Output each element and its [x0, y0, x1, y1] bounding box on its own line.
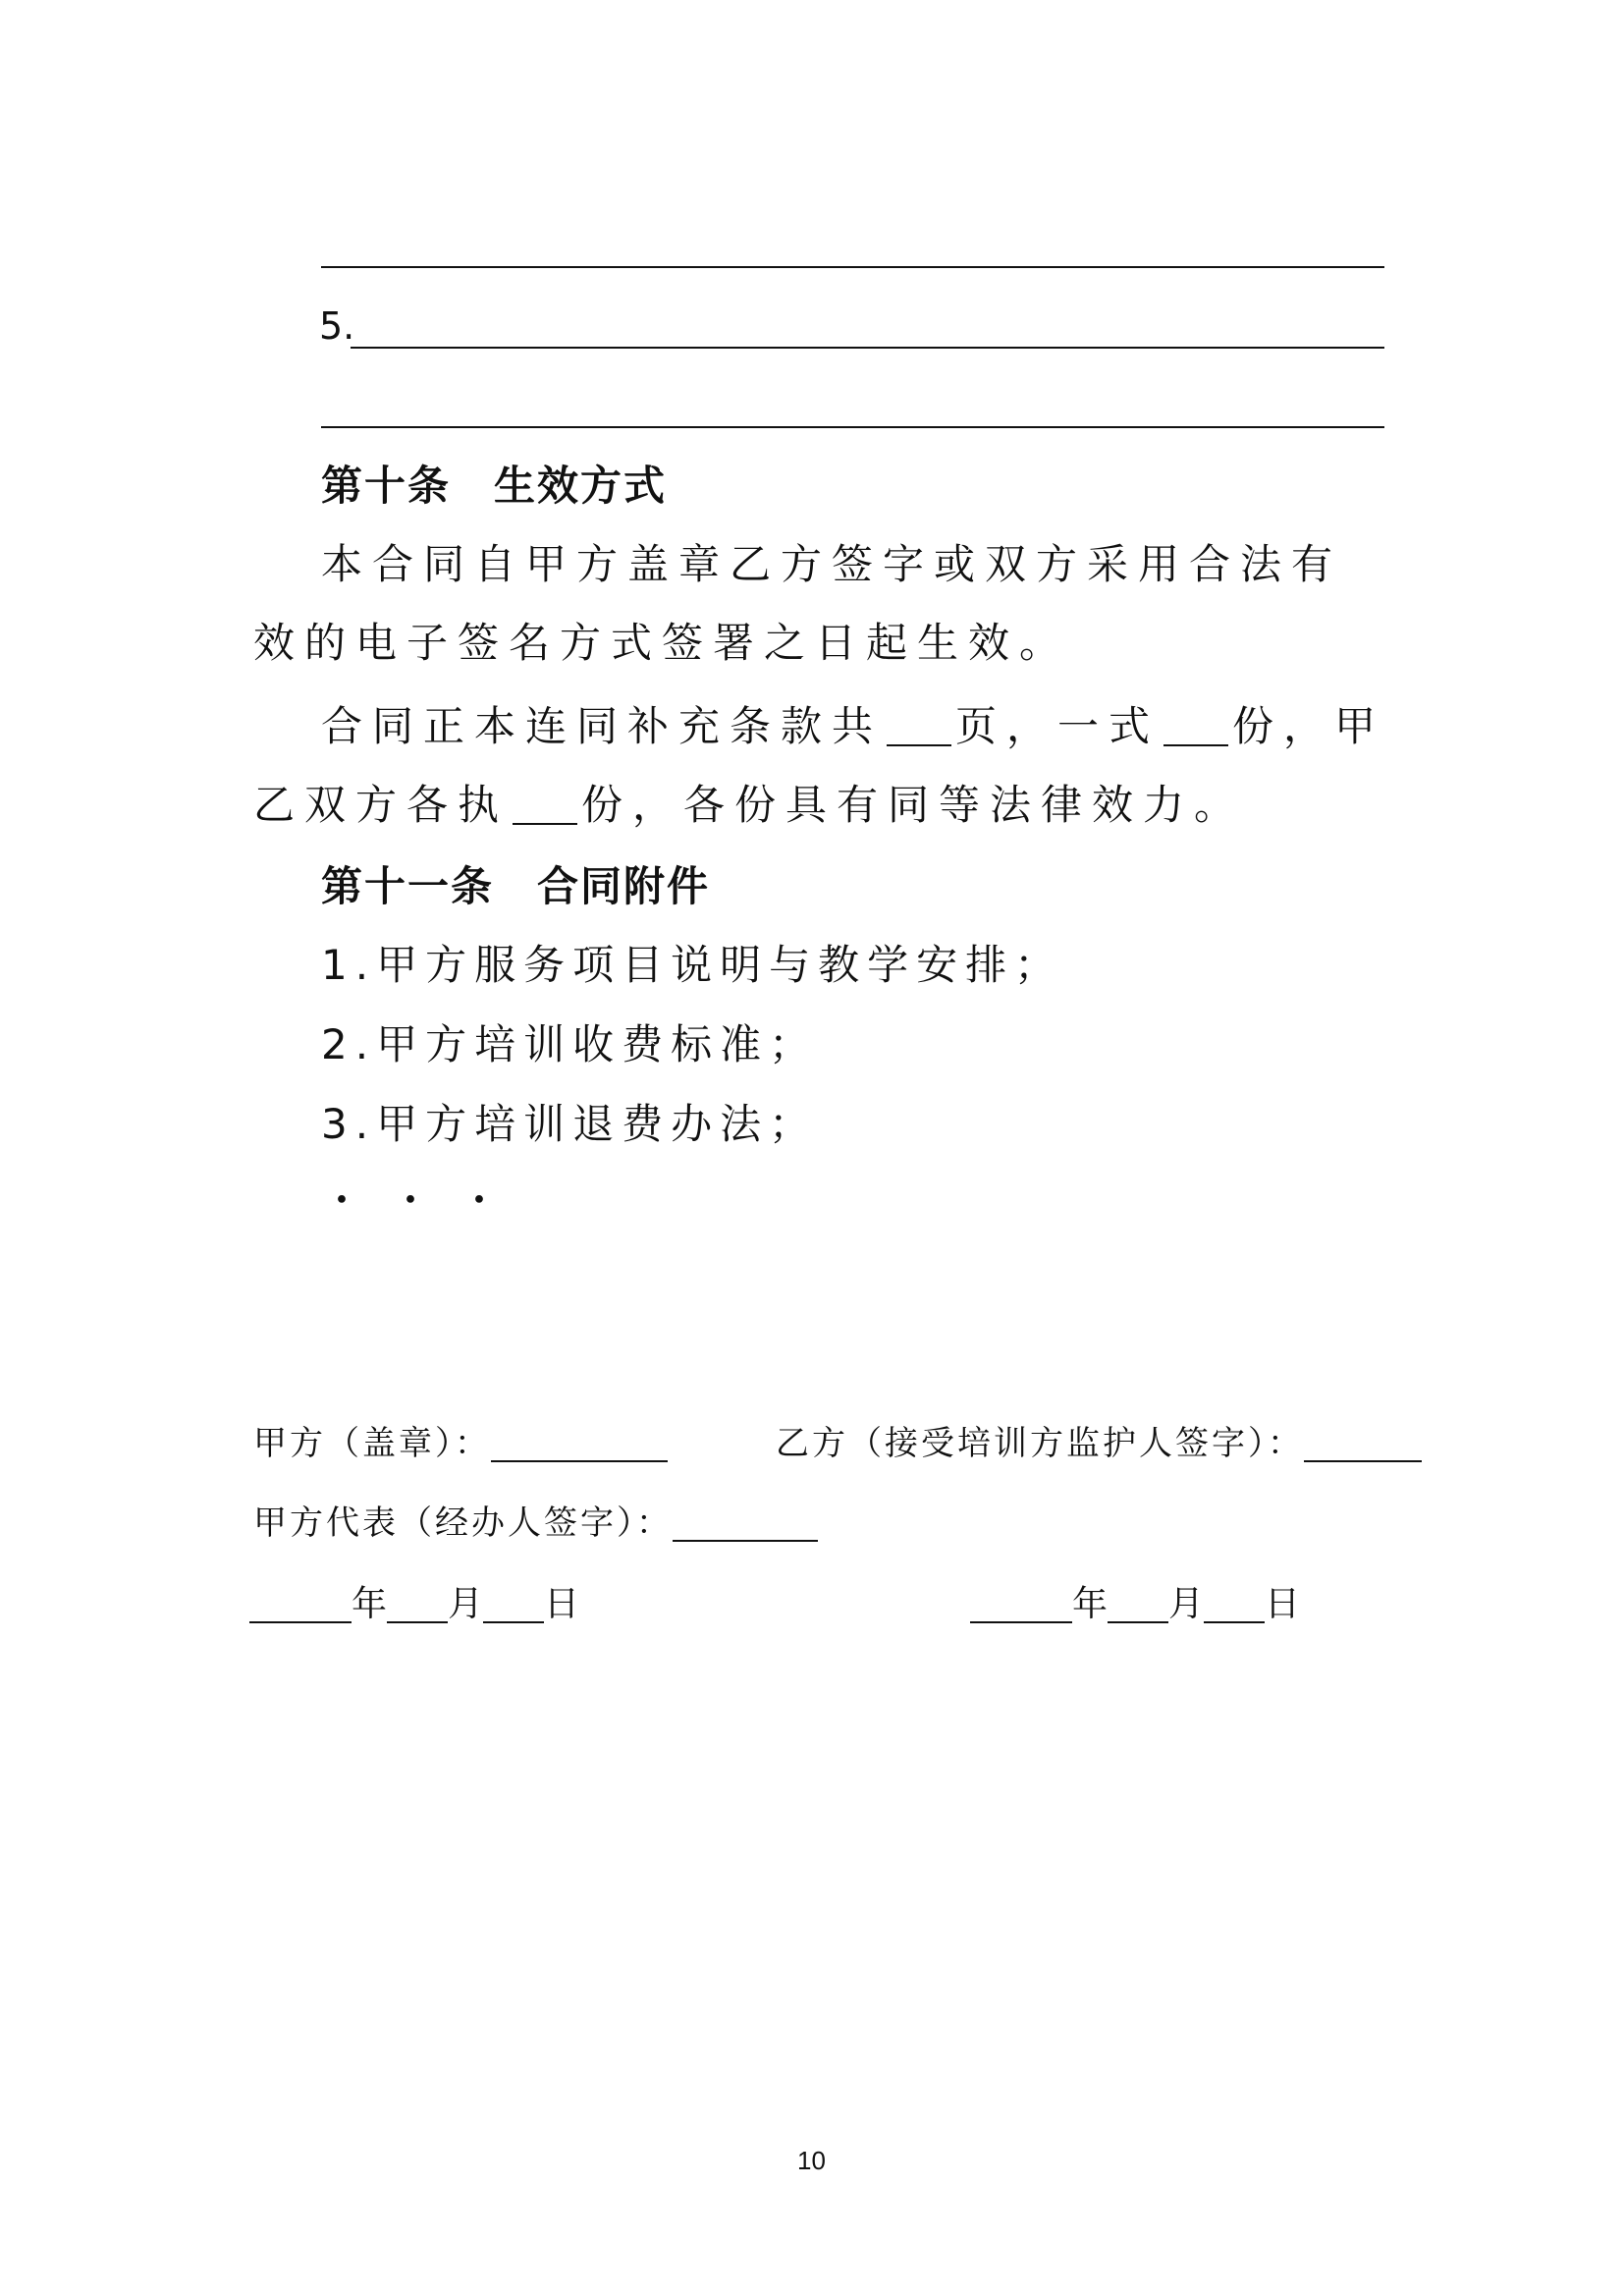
- party-a-seal-blank: [491, 1460, 668, 1462]
- party-b-sign-row: [776, 1422, 1422, 1465]
- blank-line-1: [321, 266, 1384, 268]
- party-a-seal-row: [253, 1422, 668, 1465]
- blank-line-2: [321, 426, 1384, 428]
- party-a-rep-label: 甲方代表（经办人签字）：: [253, 1503, 673, 1543]
- blank-line-item-5: [351, 347, 1384, 349]
- attachment-item-2: 2.甲方培训收费标准；: [321, 1020, 819, 1068]
- month-blank-b: [1108, 1621, 1168, 1623]
- article-10-heading: 第十条 生效方式: [321, 462, 668, 510]
- blank-pages: [887, 744, 951, 746]
- attachment-ellipsis: ・・・: [321, 1176, 528, 1225]
- party-b-sign-blank: [1304, 1460, 1422, 1462]
- para2-part-4: 份，各份具有同等法律效力。: [581, 781, 1246, 829]
- article-11-heading: 第十一条 合同附件: [321, 862, 711, 910]
- year-blank-b: [970, 1621, 1072, 1623]
- party-a-date: [249, 1583, 579, 1626]
- page-number: 10: [797, 2146, 826, 2175]
- party-a-rep-row: [253, 1502, 818, 1545]
- year-label-b: 年: [1072, 1584, 1109, 1624]
- blank-copies: [1163, 744, 1228, 746]
- year-label-a: 年: [352, 1584, 388, 1624]
- para2-part-1: 合同正本连同补充条款共: [321, 702, 884, 750]
- party-b-date: [970, 1583, 1300, 1626]
- attachment-item-1: 1.甲方服务项目说明与教学安排；: [321, 941, 1064, 989]
- year-blank-a: [249, 1621, 352, 1623]
- article-10-paragraph-2: [253, 687, 1392, 845]
- day-label-a: 日: [544, 1584, 580, 1624]
- month-blank-a: [387, 1621, 448, 1623]
- month-label-b: 月: [1168, 1584, 1205, 1624]
- day-blank-b: [1204, 1621, 1265, 1623]
- para2-part-3: 份，甲乙双方各执: [253, 702, 1386, 829]
- para2-part-2: 页，一式: [955, 702, 1161, 750]
- day-blank-a: [483, 1621, 544, 1623]
- article-10-paragraph-1: 本合同自甲方盖章乙方签字或双方采用合法有效的电子签名方式签署之日起生效。: [253, 540, 1343, 667]
- day-label-b: 日: [1265, 1584, 1301, 1624]
- party-a-seal-label: 甲方（盖章）：: [253, 1424, 491, 1463]
- item-5-label: 5.: [319, 304, 355, 348]
- attachment-item-3: 3.甲方培训退费办法；: [321, 1100, 819, 1148]
- party-b-sign-label: 乙方（接受培训方监护人签字）：: [776, 1424, 1304, 1463]
- party-a-rep-blank: [673, 1540, 818, 1542]
- month-label-a: 月: [448, 1584, 484, 1624]
- blank-each-holds: [513, 823, 577, 825]
